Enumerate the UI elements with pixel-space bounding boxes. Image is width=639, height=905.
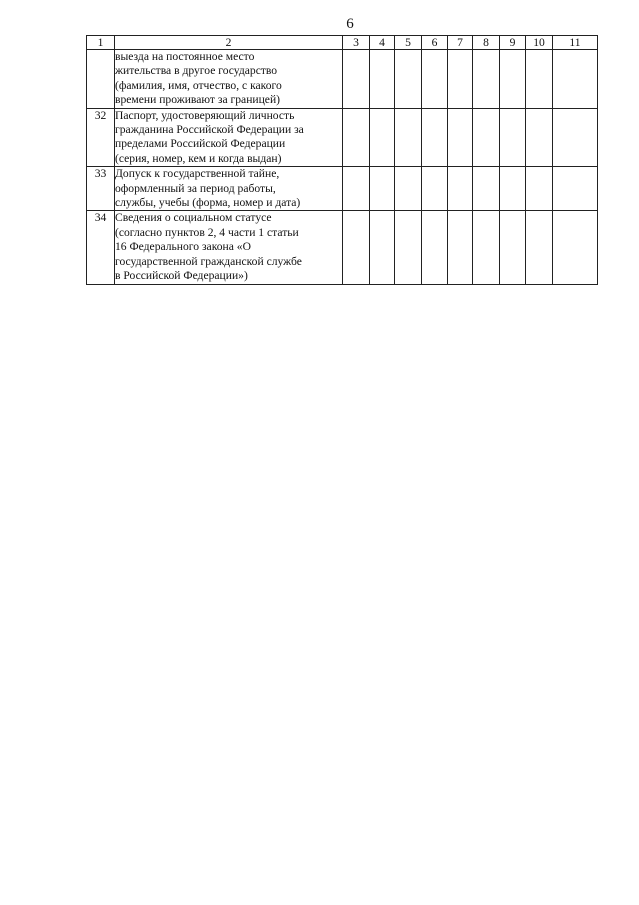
column-header: 5 <box>395 36 422 50</box>
column-header: 11 <box>553 36 598 50</box>
row-description <box>115 50 343 109</box>
column-header: 10 <box>526 36 553 50</box>
column-header: 9 <box>500 36 526 50</box>
table-cell <box>422 108 448 167</box>
row-description <box>115 211 343 284</box>
page-number: 6 <box>346 16 354 32</box>
table-cell <box>448 167 473 211</box>
table-cell <box>526 167 553 211</box>
column-header: 6 <box>422 36 448 50</box>
description-line: государственной гражданской службе <box>115 254 302 268</box>
table-cell <box>473 50 500 109</box>
description-line: оформленный за период работы, <box>115 181 276 195</box>
table-cell <box>395 50 422 109</box>
row-number: 33 <box>87 167 115 211</box>
description-line: гражданина Российской Федерации за <box>115 123 304 137</box>
description-line: (фамилия, имя, отчество, с какого <box>115 78 282 92</box>
description-line: Паспорт, удостоверяющий личность <box>115 108 295 122</box>
table-cell <box>370 108 395 167</box>
row-description <box>115 108 343 167</box>
table-cell <box>500 211 526 284</box>
table-cell <box>553 167 598 211</box>
table-cell <box>343 50 370 109</box>
row-number: 34 <box>87 211 115 284</box>
table-cell <box>448 50 473 109</box>
column-header-row <box>87 36 598 50</box>
column-header: 1 <box>87 36 115 50</box>
description-line: жительства в другое государство <box>115 64 278 78</box>
row-number: 32 <box>87 108 115 167</box>
table-cell <box>422 50 448 109</box>
description-line: Сведения о социальном статусе <box>115 211 272 225</box>
table-cell <box>526 108 553 167</box>
table-cell <box>448 211 473 284</box>
table-cell <box>500 108 526 167</box>
table-cell <box>473 108 500 167</box>
description-line: службы, учебы (форма, номер и дата) <box>115 196 301 210</box>
column-header: 4 <box>370 36 395 50</box>
table-cell <box>395 167 422 211</box>
table-cell <box>500 50 526 109</box>
table-row <box>87 167 598 211</box>
description-line: в Российской Федерации») <box>115 269 248 283</box>
column-header: 8 <box>473 36 500 50</box>
table-cell <box>370 167 395 211</box>
table-cell <box>422 211 448 284</box>
table-cell <box>553 50 598 109</box>
column-header: 3 <box>343 36 370 50</box>
table-cell <box>526 50 553 109</box>
table-cell <box>473 211 500 284</box>
table-cell <box>553 108 598 167</box>
table-cell <box>343 211 370 284</box>
table-cell <box>500 167 526 211</box>
column-header: 2 <box>115 36 343 50</box>
table-cell <box>343 108 370 167</box>
table-cell <box>370 50 395 109</box>
description-line: (серия, номер, кем и когда выдан) <box>115 151 282 165</box>
table-row <box>87 211 598 284</box>
table-cell <box>395 211 422 284</box>
table-cell <box>526 211 553 284</box>
table-cell <box>473 167 500 211</box>
table-cell <box>422 167 448 211</box>
table-cell <box>395 108 422 167</box>
description-line: времени проживают за границей) <box>115 93 281 107</box>
description-line: 16 Федерального закона «О <box>115 240 251 254</box>
questionnaire-table <box>86 35 598 285</box>
description-line: Допуск к государственной тайне, <box>115 167 280 181</box>
table-cell <box>553 211 598 284</box>
table-row <box>87 50 598 109</box>
description-line: (согласно пунктов 2, 4 части 1 статьи <box>115 225 299 239</box>
table-row <box>87 108 598 167</box>
table-cell <box>370 211 395 284</box>
table-cell <box>343 167 370 211</box>
description-line: выезда на постоянное место <box>115 50 255 63</box>
row-description <box>115 167 343 211</box>
column-header: 7 <box>448 36 473 50</box>
row-number <box>87 50 115 109</box>
description-line: пределами Российской Федерации <box>115 137 286 151</box>
table-cell <box>448 108 473 167</box>
